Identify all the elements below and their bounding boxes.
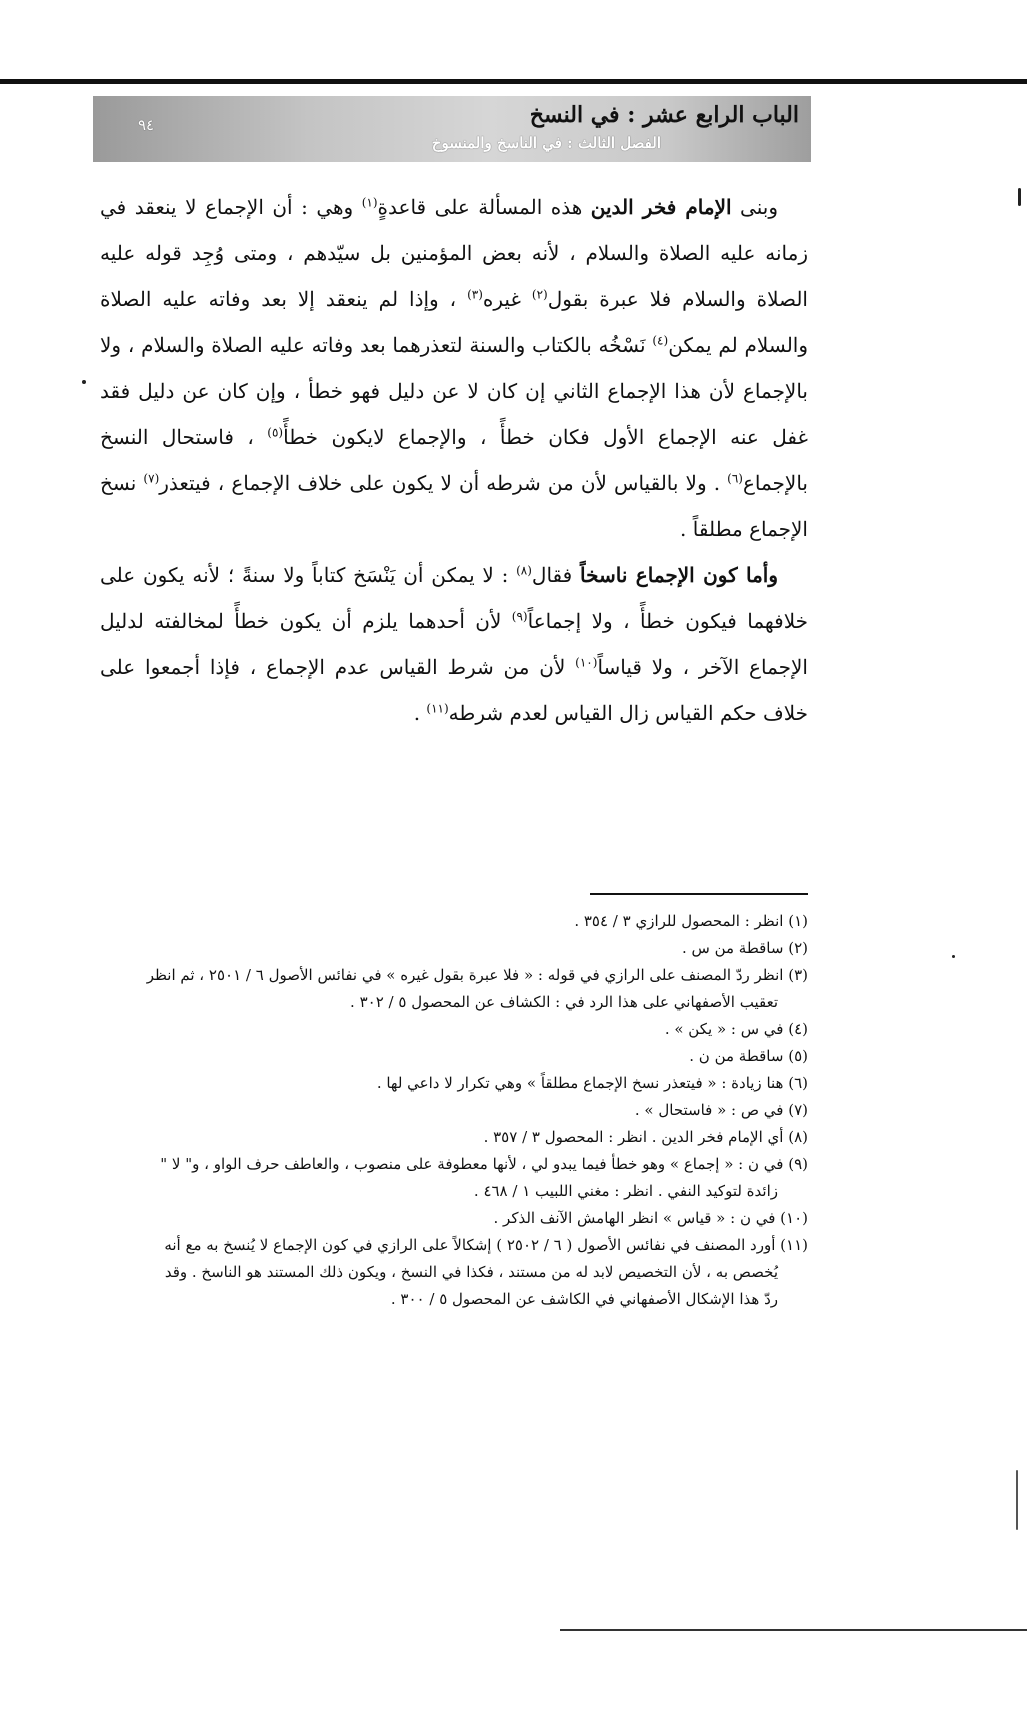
text-run: لأن أحدهما يلزم أن يكون خطأً لمخالفته لدليل الإجماع الآخر ، ولا قياساً <box>100 609 808 679</box>
text-run: نَسْخُه بالكتاب والسنة لتعذرهما بعد وفاته عليه الصلاة والسلام ، ولا بالإجماع لأن هذا الإجماع الثاني إن كان لا عن دليل فهو خطأ ، وإن كان عن دليل فقد غفل عنه الإجماع الأول فكان خطأً ، والإجماع لايكون خطأً <box>100 333 808 449</box>
text-run: غيره <box>482 287 532 311</box>
bold-term: وأما كون الإجماع ناسخاً <box>580 563 779 587</box>
text-run: هذه المسألة على قاعدةٍ <box>377 195 591 219</box>
chapter-title: الباب الرابع عشر : في النسخ <box>529 102 799 128</box>
footnote <box>92 1097 808 1124</box>
footnote <box>92 1151 808 1205</box>
footnote-line: تعقيب الأصفهاني على هذا الرد في : الكشاف عن المحصول ٥ / ٣٠٢ . <box>350 993 778 1011</box>
footnote <box>92 908 808 935</box>
text-run: وبنى <box>731 195 778 219</box>
footnote-ref: (٥) <box>267 425 284 440</box>
footnote-line: زائدة لتوكيد النفي . انظر : مغني اللبيب ١ / ٤٦٨ . <box>473 1182 778 1200</box>
text-run: فقال <box>531 563 580 587</box>
scan-speck <box>82 380 86 384</box>
text-run: ، فاستحال النسخ بالإجماع <box>100 425 808 495</box>
footnote-line: (١٠) في ن : « قياس » انظر الهامش الآنف الذكر . <box>493 1209 808 1227</box>
body-paragraph <box>100 184 808 552</box>
text-run: نسخ الإجماع مطلقاً . <box>100 471 808 541</box>
footnote-ref: (٤) <box>652 333 669 348</box>
top-rule <box>0 79 1027 84</box>
footnote-ref: (٩) <box>511 609 528 624</box>
page-header <box>93 96 811 162</box>
footnote-line: (٣) انظر ردّ المصنف على الرازي في قوله : « فلا عبرة بقول غيره » في نفائس الأصول ٦ / ٢٥٠١ ، ثم انظر <box>146 966 808 984</box>
footnote-ref: (٦) <box>727 471 743 486</box>
footnote <box>92 935 808 962</box>
footnote-line: (٦) هنا زيادة : « فيتعذر نسخ الإجماع مطلقاً » وهي تكرار لا داعي لها . <box>376 1074 808 1092</box>
footnote-separator <box>590 893 808 895</box>
footnote <box>92 1070 808 1097</box>
text-run: . ولا بالقياس لأن من شرطه أن لا يكون على خلاف الإجماع ، فيتعذر <box>159 471 728 495</box>
footnote-ref: (١١) <box>426 701 449 716</box>
body-paragraph <box>100 552 808 736</box>
footnote-line: يُخصص به ، لأن التخصيص لابد له من مستند ، فكذا في النسخ ، ويكون ذلك المستند هو الناسخ . وقد <box>164 1263 778 1281</box>
footnote <box>92 962 808 1016</box>
footnotes <box>92 908 808 1313</box>
footnote-line: (٧) في ص : « فاستحال » . <box>634 1101 808 1119</box>
footnote-ref: (٧) <box>143 471 160 486</box>
footnote-ref: (١) <box>361 195 378 210</box>
footnote-ref: (٨) <box>516 563 532 578</box>
main-text <box>100 184 808 736</box>
text-run: وهي : أن الإجماع لا ينعقد في زمانه عليه الصلاة والسلام ، لأنه بعض المؤمنين بل سيّدهم ، ومتى وُجِد قوله عليه الصلاة والسلام فلا عبرة بقول <box>100 195 808 311</box>
page-number: ٩٤ <box>138 116 155 134</box>
footnote-ref: (٣) <box>467 287 483 302</box>
footnote-ref: (١٠) <box>575 655 598 670</box>
footnote <box>92 1043 808 1070</box>
text-run: لأن من شرط القياس عدم الإجماع ، فإذا أجمعوا على خلاف حكم القياس زال القياس لعدم شرطه <box>100 655 808 725</box>
footnote-line: (٤) في س : « يكن » . <box>664 1020 808 1038</box>
footnote-ref: (٢) <box>531 287 548 302</box>
text-run: ، وإذا لم ينعقد إلا بعد وفاته عليه الصلاة والسلام لم يمكن <box>100 287 809 357</box>
footnote-line: (٥) ساقطة من ن . <box>689 1047 808 1065</box>
scan-speck <box>1016 1470 1018 1530</box>
footnote-line: (٢) ساقطة من س . <box>681 939 808 957</box>
bottom-rule <box>560 1629 1027 1631</box>
bold-term: الإمام فخر الدين <box>590 195 732 219</box>
footnote-line: (٩) في ن : « إجماع » وهو خطأ فيما يبدو لي ، لأنها معطوفة على منصوب ، والعاطف حرف الواو ، و" لا " <box>160 1155 808 1173</box>
section-title: الفصل الثالث : في الناسخ والمنسوخ <box>431 134 661 152</box>
footnote-line: (٨) أي الإمام فخر الدين . انظر : المحصول ٣ / ٣٥٧ . <box>483 1128 808 1146</box>
footnote-line: (١) انظر : المحصول للرازي ٣ / ٣٥٤ . <box>574 912 808 930</box>
footnote <box>92 1124 808 1151</box>
text-run: . <box>413 701 427 725</box>
footnote-line: (١١) أورد المصنف في نفائس الأصول ( ٦ / ٢٥٠٢ ) إشكالاً على الرازي في كون الإجماع لا يُنسخ به مع أنه <box>164 1236 808 1254</box>
scan-speck <box>1018 188 1021 206</box>
footnote <box>92 1205 808 1232</box>
footnote-line: ردّ هذا الإشكال الأصفهاني في الكاشف عن المحصول ٥ / ٣٠٠ . <box>390 1290 778 1308</box>
footnote <box>92 1016 808 1043</box>
text-run: : لا يمكن أن يَنْسَخ كتاباً ولا سنةً ؛ لأنه يكون على خلافهما فيكون خطأً ، ولا إجماعاً <box>100 563 808 633</box>
scan-speck <box>952 955 955 958</box>
footnote <box>92 1232 808 1313</box>
